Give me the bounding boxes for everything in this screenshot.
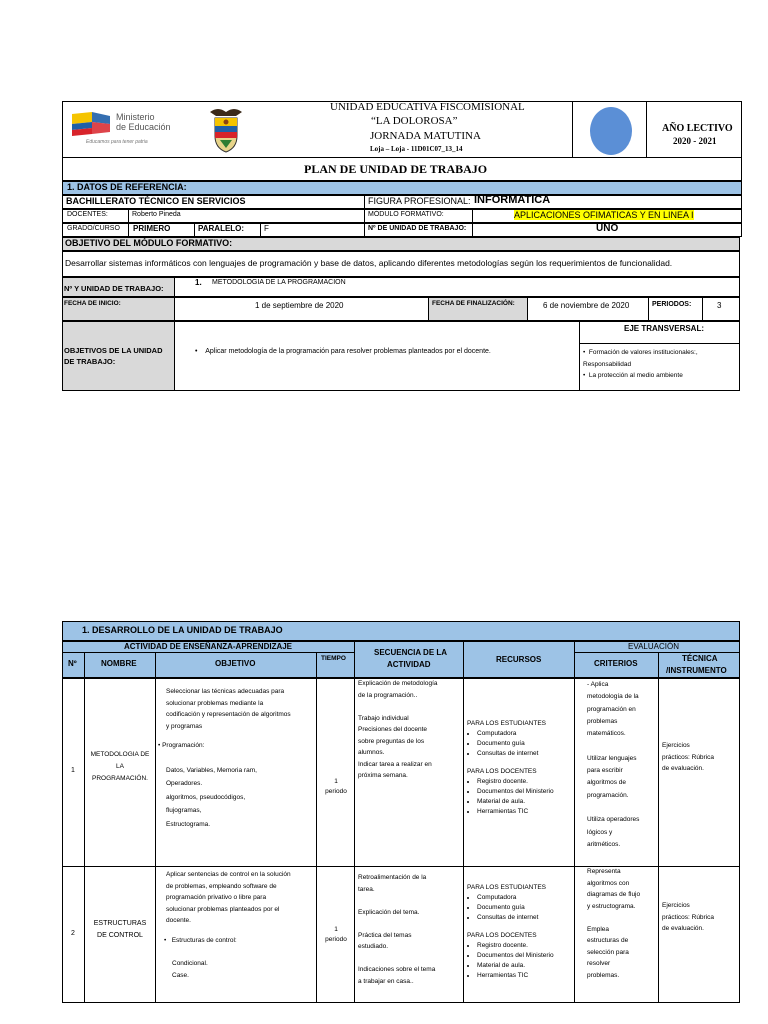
- col-secuencia-2: ACTIVIDAD: [387, 660, 431, 669]
- row-recursos: PARA LOS ESTUDIANTES • Computadora • Documento guía • Consultas de internet PARA LOS DOCENTES • Registro docente. • Documentos del Ministerio • Material de aula. • Herramientas TIC: [467, 719, 573, 817]
- section-datos-title: 1. DATOS DE REFERENCIA:: [67, 182, 187, 192]
- row-num: 1: [71, 767, 75, 774]
- row-objetivo: Seleccionar las técnicas adecuadas para solucionar problemas mediante la codificación y representación de algoritmos y programas • Programación: Datos, Variables, Memoria ram, Operadores. algoritmos, pseudocódigos, flujogramas, Estructograma.: [158, 688, 291, 828]
- num-unidad-value: UNO: [596, 223, 619, 234]
- objetivos-unidad-item: • Aplicar metodología de la programación para resolver problemas planteados por el docente.: [195, 348, 491, 355]
- fecha-fin-value: 6 de noviembre de 2020: [543, 301, 630, 310]
- row-nombre: ESTRUCTURAS DE CONTROL: [93, 920, 147, 939]
- eje-label: EJE TRANSVERSAL:: [624, 324, 705, 333]
- eje-list: [583, 347, 739, 382]
- ministry-name-1: Ministerio: [116, 112, 155, 122]
- row-recursos: PARA LOS ESTUDIANTES • Computadora • Documento guía • Consultas de internet PARA LOS DOCENTES • Registro docente. • Documentos del Ministerio • Material de aula. • Herramientas TIC: [467, 883, 573, 981]
- row-tecnica: Ejercicios prácticos: Rúbrica de evaluación.: [662, 742, 715, 772]
- school-name: UNIDAD EDUCATIVA FISCOMISIONAL: [330, 101, 525, 113]
- row-nombre: METODOLOGIA DE LA PROGRAMACIÓN.: [90, 751, 150, 782]
- plan-title: PLAN DE UNIDAD DE TRABAJO: [304, 162, 488, 176]
- ministry-logo: [70, 110, 180, 150]
- fecha-inicio-value: 1 de septiembre de 2020: [255, 301, 344, 310]
- col-recursos: RECURSOS: [496, 655, 542, 664]
- periodos-label: PERIODOS:: [652, 301, 692, 308]
- objetivo-modulo-text: Desarrollar sistemas informáticos con lenguajes de programación y base de datos, aplicando diferentes metodologías según los requerimientos de funcionalidad.: [65, 258, 673, 268]
- row-objetivo: Aplicar sentencias de control en la solución de problemas, empleando software de programación privativo o libre para solucionar problemas planteados por el docente. • Estructuras de control: Condicional. Case.: [164, 871, 291, 979]
- unidad-value: METODOLOGIA DE LA PROGRAMACION: [212, 279, 346, 286]
- col-secuencia-1: SECUENCIA DE LA: [374, 648, 448, 657]
- row-criterios: - Aplica metodología de la programación en problemas matemáticos. Utilizar lenguajes para escribir algoritmos de programación. Utiliza operadores lógicos y aritméticos.: [587, 681, 640, 848]
- row-tiempo: 1 periodo: [325, 926, 347, 943]
- periodos-value: 3: [717, 301, 722, 310]
- logo-placeholder-circle: [590, 107, 632, 155]
- unidad-label: Nº Y UNIDAD DE TRABAJO:: [64, 284, 164, 293]
- grado-label: GRADO/CURSO: [67, 225, 120, 232]
- school-shift: JORNADA MATUTINA: [370, 130, 481, 142]
- evaluacion-header: EVALUACIÓN: [628, 642, 679, 651]
- school-alias: “LA DOLOROSA”: [371, 115, 458, 127]
- unidad-number: 1.: [195, 278, 202, 287]
- fecha-fin-label: FECHA DE FINALIZACIÓN:: [432, 300, 515, 307]
- year-label: AÑO LECTIVO: [662, 123, 733, 134]
- row-secuencia: Retroalimentación de la tarea. Explicación del tema. Práctica del temas estudiado. Indicaciones sobre el tema a trabajar en casa..: [358, 874, 436, 985]
- paralelo-value: F: [264, 224, 269, 233]
- row-tecnica: Ejercicios prácticos: Rúbrica de evaluación.: [662, 902, 715, 932]
- row-tiempo: 1 periodo: [325, 778, 347, 795]
- ministry-name-2: de Educación: [116, 122, 171, 132]
- row-num: 2: [71, 930, 75, 937]
- modulo-label: MÓDULO FORMATIVO:: [368, 211, 444, 218]
- col-tiempo: TIEMPO: [321, 655, 346, 662]
- school-code: Loja – Loja - 11D01C07_13_14: [370, 145, 463, 153]
- eje-item: • Formación de valores institucionales:, Responsabilidad: [583, 349, 698, 368]
- actividad-header: ACTIVIDAD DE ENSEÑANZA-APRENDIZAJE: [124, 642, 293, 651]
- modulo-value: APLICACIONES OFIMATICAS Y EN LINEA I: [514, 210, 694, 220]
- eje-item: • La protección al medio ambiente: [583, 372, 683, 379]
- ministry-tagline: Educamos para tener patria: [86, 139, 148, 145]
- num-unidad-label: Nº DE UNIDAD DE TRABAJO:: [368, 225, 467, 232]
- row-criterios: Representa algoritmos con diagramas de flujo y estructograma. Emplea estructuras de selección para resolver problemas.: [587, 868, 641, 979]
- desarrollo-title: 1. DESARROLLO DE LA UNIDAD DE TRABAJO: [82, 625, 283, 635]
- figura-label: FIGURA PROFESIONAL:: [368, 196, 471, 206]
- grado-value: PRIMERO: [133, 224, 171, 233]
- bachillerato-label: BACHILLERATO TÉCNICO EN SERVICIOS: [66, 196, 246, 206]
- col-nombre: NOMBRE: [101, 659, 137, 668]
- objetivos-unidad-label-2: DE TRABAJO:: [64, 357, 116, 366]
- objetivo-modulo-label: OBJETIVO DEL MÓDULO FORMATIVO:: [65, 238, 233, 248]
- fecha-inicio-label: FECHA DE INICIO:: [64, 300, 121, 307]
- year-value: 2020 - 2021: [673, 136, 717, 146]
- col-num: Nº: [68, 659, 77, 668]
- objetivos-unidad-label-1: OBJETIVOS DE LA UNIDAD: [64, 346, 163, 355]
- col-objetivo: OBJETIVO: [215, 659, 256, 668]
- docentes-value: Roberto Pineda: [132, 211, 181, 218]
- figura-value: INFORMATICA: [474, 194, 551, 206]
- row-secuencia: Explicación de metodología de la programación.. Trabajo individual Precisiones del docente sobre preguntas de los alumnos. Indicar tarea a realizar en próxima semana.: [358, 680, 438, 779]
- col-tecnica-2: /INSTRUMENTO: [666, 666, 727, 675]
- school-crest-icon: [206, 106, 246, 154]
- col-tecnica-1: TÉCNICA: [682, 654, 718, 663]
- docentes-label: DOCENTES:: [67, 211, 108, 218]
- paralelo-label: PARALELO:: [198, 224, 245, 233]
- col-criterios: CRITERIOS: [594, 659, 638, 668]
- ministry-flag-icon: [70, 110, 114, 136]
